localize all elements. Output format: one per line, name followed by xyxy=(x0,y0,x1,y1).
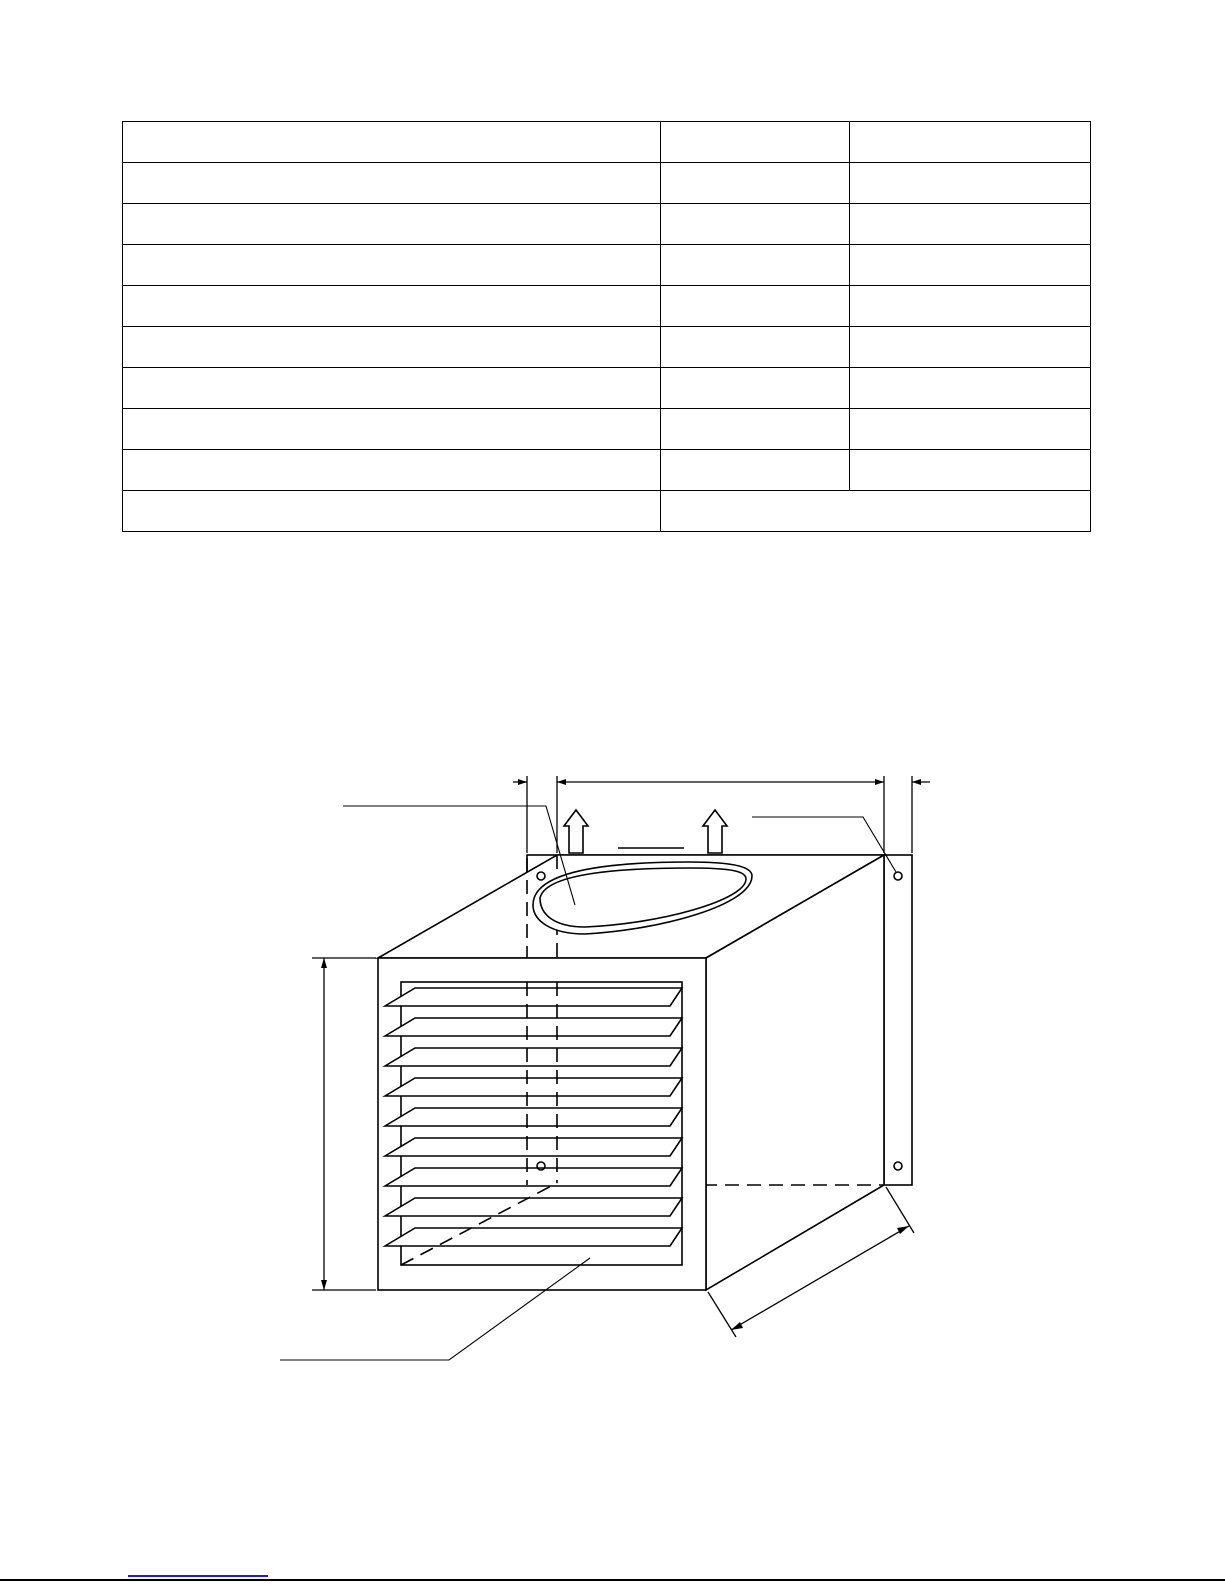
louver-blade xyxy=(385,1228,682,1246)
louver-blade xyxy=(385,1138,682,1156)
mounting-hole xyxy=(894,1162,902,1170)
louver-blade xyxy=(385,1168,682,1186)
louver-blade xyxy=(385,1018,682,1036)
mounting-hole xyxy=(894,872,902,880)
footer-link[interactable] xyxy=(128,1575,268,1577)
louver-blade xyxy=(385,1198,682,1216)
height-dimension xyxy=(312,958,376,1290)
airflow-arrow-icon xyxy=(564,810,588,853)
louver-blade xyxy=(385,1078,682,1096)
footer-rule xyxy=(0,1579,1225,1581)
louver-blade xyxy=(385,1108,682,1126)
louver-blade xyxy=(385,988,682,1006)
airflow-arrow-icon xyxy=(703,810,727,853)
louver-group xyxy=(385,988,682,1246)
louver-blade xyxy=(385,1048,682,1066)
